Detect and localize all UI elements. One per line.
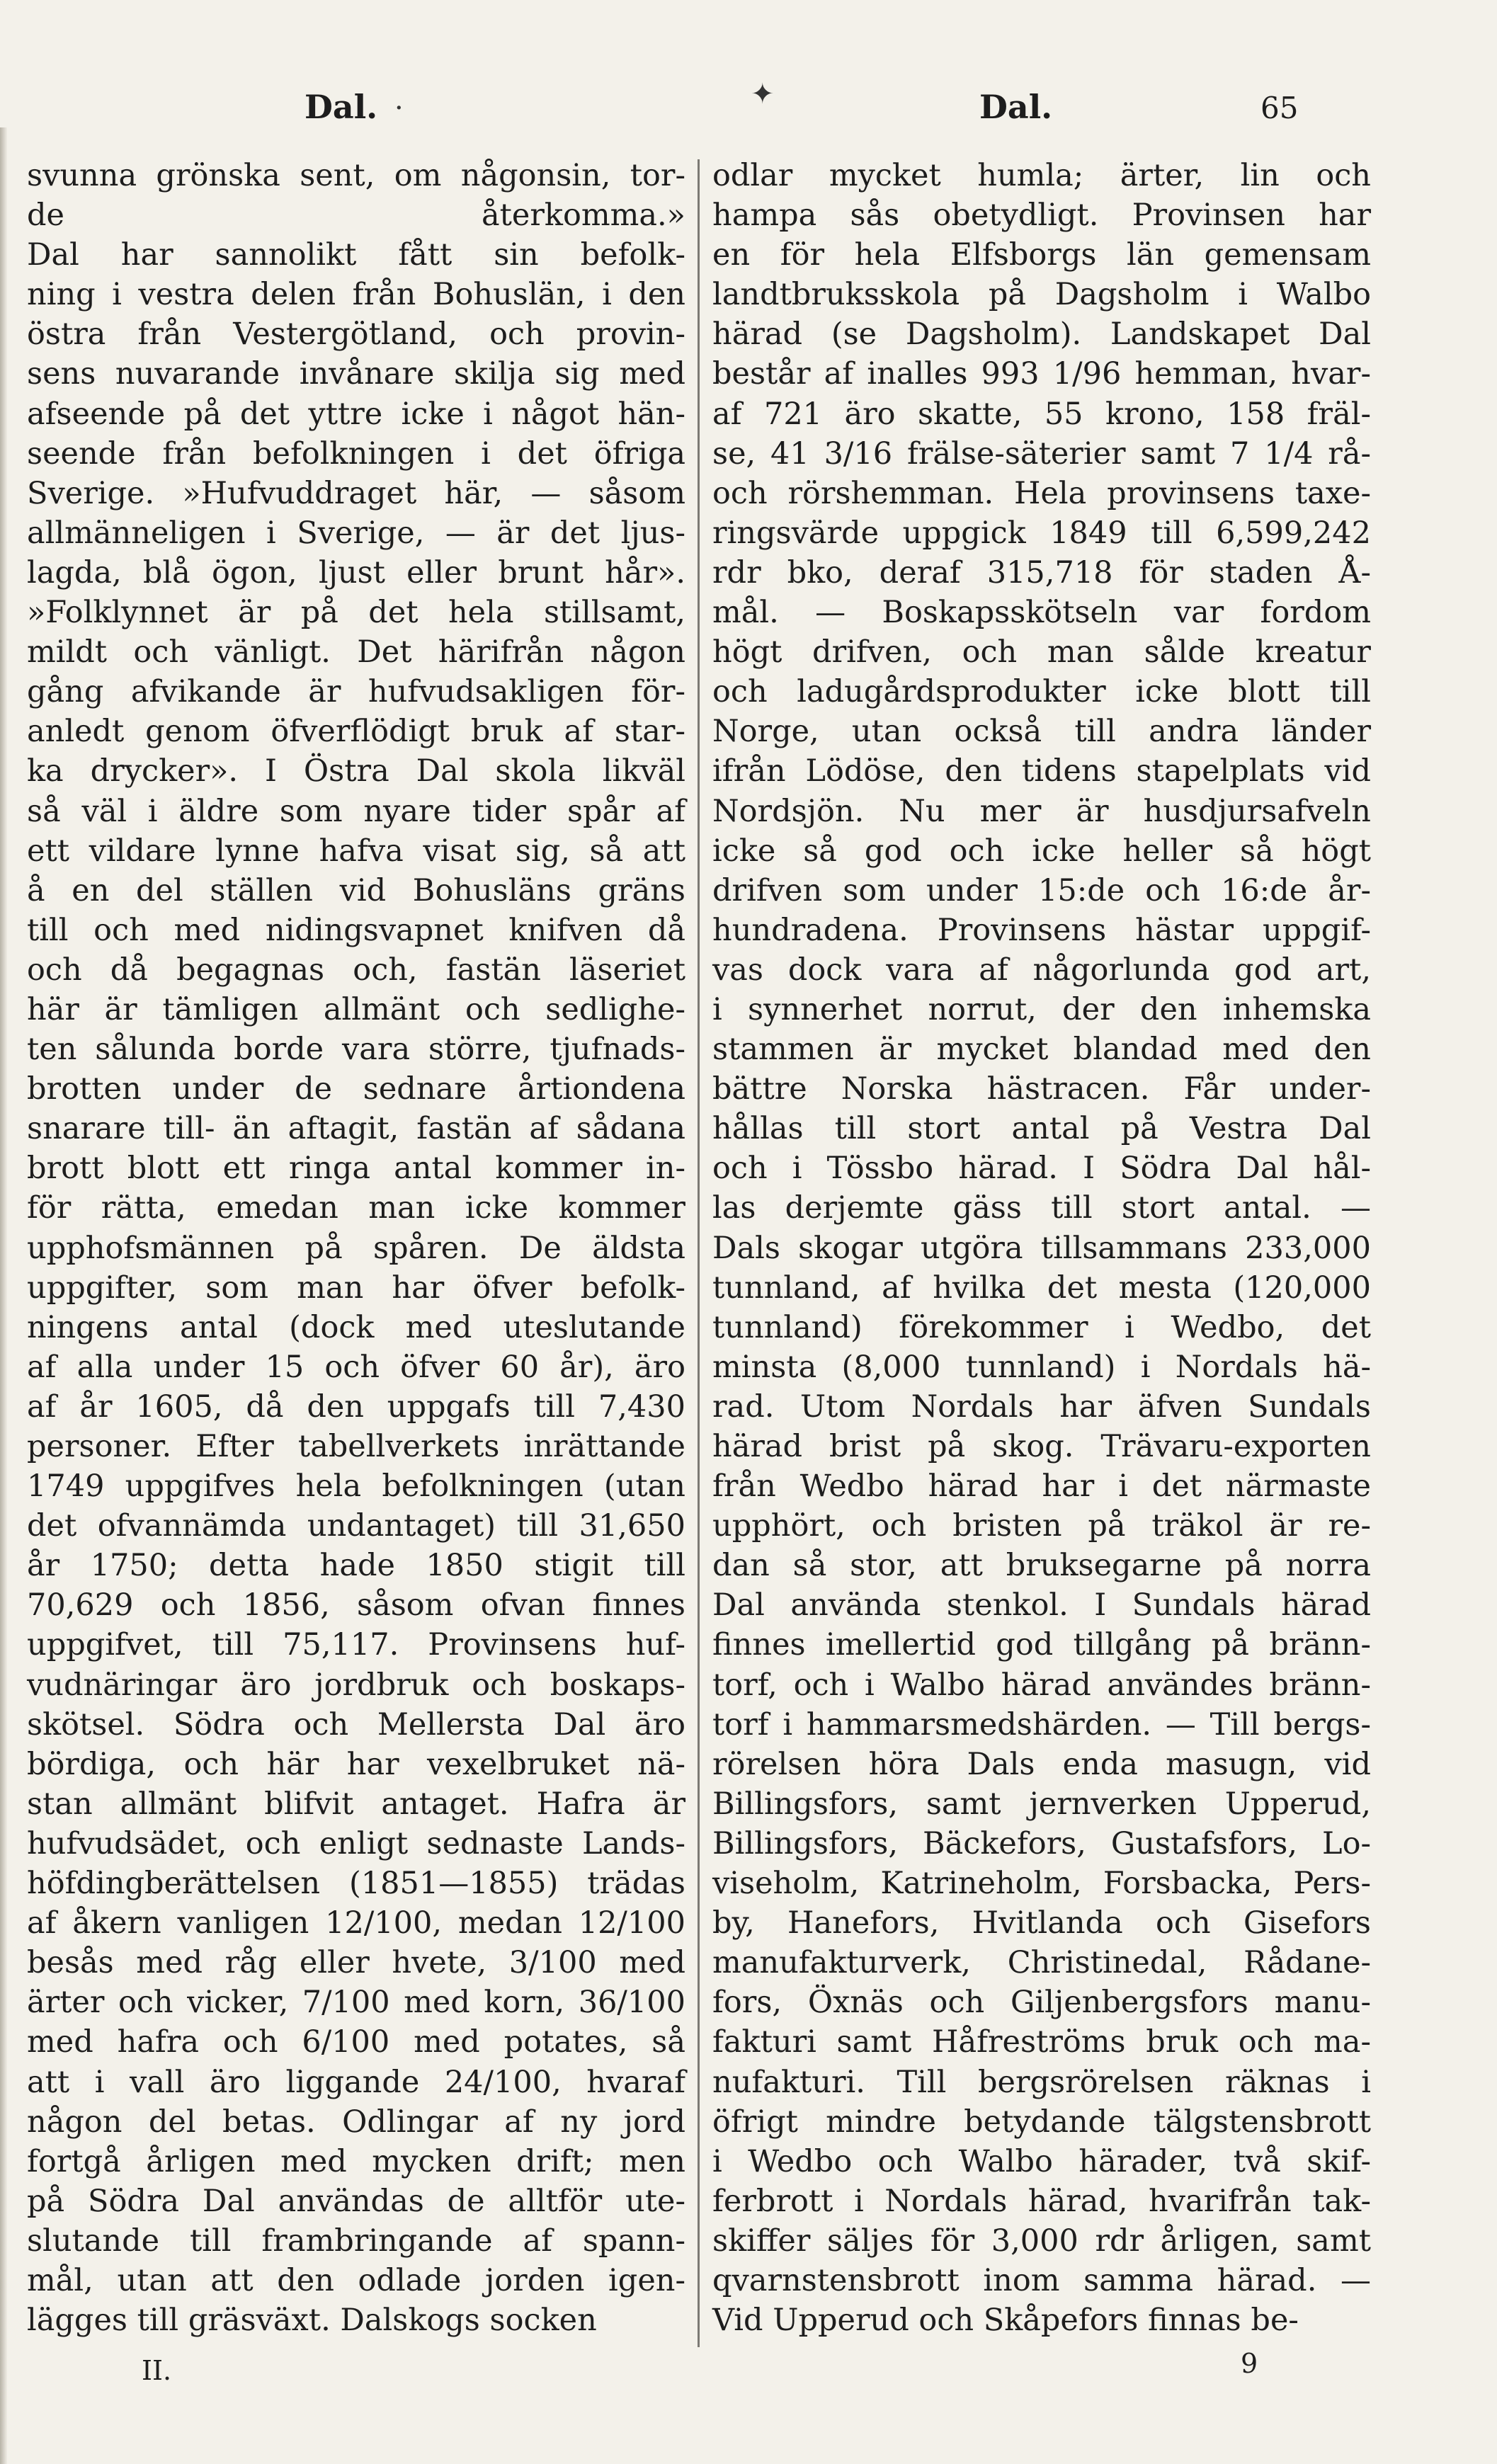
text-line: år 1750; detta hade 1850 stigit till [27, 1548, 685, 1584]
text-line: nufakturi. Till bergsrörelsen räknas i [712, 2064, 1371, 2100]
text-line: seende från befolkningen i det öfriga [27, 435, 685, 472]
text-line: de återkomma.» [27, 198, 685, 234]
text-line: Nordsjön. Nu mer är husdjursafveln [712, 793, 1371, 829]
text-line: torf, och i Walbo härad användes bränn- [712, 1667, 1371, 1703]
text-line: bördiga, och här har vexelbruket nä- [27, 1746, 685, 1782]
text-line: allmänneligen i Sverige, — är det ljus- [27, 515, 685, 551]
text-line: å en del ställen vid Bohusläns gräns [27, 872, 685, 908]
text-line: rad. Utom Nordals har äfven Sundals [712, 1388, 1371, 1425]
text-line: och då begagnas och, fastän läseriet [27, 952, 685, 988]
text-line: med hafra och 6/100 med potates, så [27, 2024, 685, 2060]
running-head-center: Dal. [979, 88, 1053, 126]
text-line: besås med råg eller hvete, 3/100 med [27, 1945, 685, 1981]
text-line: mål, utan att den odlade jorden igen- [27, 2262, 685, 2298]
text-line: mål. — Boskapsskötseln var fordom [712, 595, 1371, 631]
text-line: by, Hanefors, Hvitlanda och Gisefors [712, 1905, 1371, 1941]
text-line: och rörshemman. Hela provinsens taxe- [712, 475, 1371, 511]
text-line: mildt och vänligt. Det härifrån någon [27, 634, 685, 671]
text-line: brott blott ett ringa antal kommer in- [27, 1151, 685, 1187]
text-line: 1749 uppgifves hela befolkningen (utan [27, 1468, 685, 1505]
text-line: dan så stor, att bruksegarne på norra [712, 1548, 1371, 1584]
text-line: af 721 äro skatte, 55 krono, 158 fräl- [712, 396, 1371, 432]
column-divider [698, 159, 700, 2347]
text-line: manufakturverk, Christinedal, Rådane- [712, 1945, 1371, 1981]
text-line: så väl i äldre som nyare tider spår af [27, 793, 685, 829]
text-line: Norge, utan också till andra länder [712, 714, 1371, 750]
text-line: för rätta, emedan man icke kommer [27, 1190, 685, 1226]
text-line: till och med nidingsvapnet knifven då [27, 912, 685, 948]
text-line: icke så god och icke heller så högt [712, 833, 1371, 869]
text-line: och ladugårdsprodukter icke blott till [712, 674, 1371, 710]
text-line: anledt genom öfverflödigt bruk af star- [27, 714, 685, 750]
text-line: uppgifter, som man har öfver befolk- [27, 1270, 685, 1306]
signature-mark-left: II. [142, 2355, 172, 2386]
text-line: landtbruksskola på Dagsholm i Walbo [712, 277, 1371, 313]
text-line: hufvudsädet, och enligt sednaste Lands- [27, 1825, 685, 1861]
text-line: finnes imellertid god tillgång på bränn- [712, 1627, 1371, 1663]
text-line: Billingsfors, samt jernverken Upperud, [712, 1786, 1371, 1822]
signature-mark-right: 9 [1241, 2348, 1258, 2379]
left-column [27, 156, 685, 2340]
text-line: afseende på det yttre icke i något hän- [27, 396, 685, 432]
text-line: torf i hammarsmedshärden. — Till bergs- [712, 1706, 1371, 1743]
right-column [712, 156, 1371, 2340]
text-line: ning i vestra delen från Bohuslän, i den [27, 277, 685, 313]
text-line: öfrigt mindre betydande tälgstensbrott [712, 2104, 1371, 2140]
text-line: en för hela Elfsborgs län gemensam [712, 237, 1371, 273]
text-line: sens nuvarande invånare skilja sig med [27, 356, 685, 392]
text-line: fakturi samt Håfreströms bruk och ma- [712, 2024, 1371, 2060]
text-line: från Wedbo härad har i det närmaste [712, 1468, 1371, 1505]
text-line: någon del betas. Odlingar af ny jord [27, 2104, 685, 2140]
text-line: i Wedbo och Walbo härader, två skif- [712, 2143, 1371, 2179]
text-line: stan allmänt blifvit antaget. Hafra är [27, 1786, 685, 1822]
text-line: af alla under 15 och öfver 60 år), äro [27, 1349, 685, 1385]
text-line: ningens antal (dock med uteslutande [27, 1309, 685, 1345]
text-line: hampa sås obetydligt. Provinsen har [712, 198, 1371, 234]
text-line: hållas till stort antal på Vestra Dal [712, 1111, 1371, 1147]
printer-dot: · [394, 92, 404, 125]
text-line: rdr bko, deraf 315,718 för staden Å- [712, 554, 1371, 591]
text-line: hundradena. Provinsens hästar uppgif- [712, 912, 1371, 948]
text-line: slutande till frambringande af spann- [27, 2223, 685, 2259]
text-line: här är tämligen allmänt och sedlighe- [27, 991, 685, 1027]
text-line: svunna grönska sent, om någonsin, tor- [27, 158, 685, 193]
text-line: ten sålunda borde vara större, tjufnads- [27, 1032, 685, 1068]
text-line: fortgå årligen med mycken drift; men [27, 2143, 685, 2179]
page-number: 65 [1260, 91, 1299, 125]
text-line: lagda, blå ögon, ljust eller brunt hår». [27, 554, 685, 591]
text-line: ka drycker». I Östra Dal skola likväl [27, 753, 685, 789]
text-line: Dal har sannolikt fått sin befolk- [27, 237, 685, 273]
text-line: Dal använda stenkol. I Sundals härad [712, 1587, 1371, 1624]
text-line: härad (se Dagsholm). Landskapet Dal [712, 316, 1371, 353]
page-binding-edge [0, 127, 7, 2464]
text-line: att i vall äro liggande 24/100, hvaraf [27, 2064, 685, 2100]
text-line: personer. Efter tabellverkets inrättande [27, 1429, 685, 1464]
text-line: det ofvannämda undantaget) till 31,650 [27, 1508, 685, 1544]
text-line: skiffer säljes för 3,000 rdr årligen, samt [712, 2223, 1371, 2259]
text-line: fors, Öxnäs och Giljenbergsfors manu- [712, 1985, 1371, 2021]
text-line: ett vildare lynne hafva visat sig, så att [27, 833, 685, 869]
text-line: vas dock vara af någorlunda god art, [712, 952, 1371, 988]
text-line: östra från Vestergötland, och provin- [27, 316, 685, 353]
text-line: härad brist på skog. Trävaru-exporten [712, 1429, 1371, 1464]
text-line: upphofsmännen på spåren. De äldsta [27, 1230, 685, 1266]
text-line: af åkern vanligen 12/100, medan 12/100 [27, 1905, 685, 1941]
text-line: Sverige. »Hufvuddraget här, — såsom [27, 475, 685, 511]
text-line: lägges till gräsväxt. Dalskogs socken [27, 2303, 597, 2339]
text-line: Dals skogar utgöra tillsammans 233,000 [712, 1230, 1371, 1266]
text-line: stammen är mycket blandad med den [712, 1032, 1371, 1068]
running-head-left: Dal. [304, 88, 378, 126]
text-line: Billingsfors, Bäckefors, Gustafsfors, Lo- [712, 1825, 1371, 1861]
text-line: på Södra Dal användas de alltför ute- [27, 2183, 685, 2219]
text-line: Vid Upperud och Skåpefors finnas be- [712, 2303, 1299, 2339]
text-line: uppgifvet, till 75,117. Provinsens huf- [27, 1627, 685, 1663]
text-line: tunnland, af hvilka det mesta (120,000 [712, 1270, 1371, 1306]
text-line: i synnerhet norrut, der den inhemska [712, 991, 1371, 1027]
text-line: »Folklynnet är på det hela stillsamt, [27, 595, 685, 631]
text-line: består af inalles 993 1/96 hemman, hvar- [712, 356, 1371, 392]
text-line: snarare till- än aftagit, fastän af sådana [27, 1111, 685, 1147]
text-line: ferbrott i Nordals härad, hvarifrån tak- [712, 2183, 1371, 2219]
text-line: tunnland) förekommer i Wedbo, det [712, 1309, 1371, 1345]
text-line: drifven som under 15:de och 16:de år- [712, 872, 1371, 908]
text-line: af år 1605, då den uppgafs till 7,430 [27, 1388, 685, 1425]
text-line: bättre Norska hästracen. Får under- [712, 1071, 1371, 1107]
text-line: gång afvikande är hufvudsakligen för- [27, 674, 685, 710]
ornament-mark: ✦ [751, 78, 775, 110]
text-line: skötsel. Södra och Mellersta Dal äro [27, 1706, 685, 1743]
text-line: ifrån Lödöse, den tidens stapelplats vid [712, 753, 1371, 789]
text-line: brotten under de sednare årtiondena [27, 1071, 685, 1107]
text-line: 70,629 och 1856, såsom ofvan finnes [27, 1587, 685, 1624]
text-line: ärter och vicker, 7/100 med korn, 36/100 [27, 1985, 685, 2021]
text-line: viseholm, Katrineholm, Forsbacka, Pers- [712, 1866, 1371, 1902]
text-line: upphört, och bristen på träkol är re- [712, 1508, 1371, 1544]
text-line: högt drifven, och man sålde kreatur [712, 634, 1371, 671]
text-line: qvarnstensbrott inom samma härad. — [712, 2262, 1371, 2298]
text-line: minsta (8,000 tunnland) i Nordals hä- [712, 1349, 1371, 1385]
text-line: ringsvärde uppgick 1849 till 6,599,242 [712, 515, 1371, 551]
text-line: vudnäringar äro jordbruk och boskaps- [27, 1667, 685, 1703]
text-line: odlar mycket humla; ärter, lin och [712, 158, 1371, 193]
text-line: se, 41 3/16 frälse-säterier samt 7 1/4 rå- [712, 435, 1371, 472]
text-line: las derjemte gäss till stort antal. — [712, 1190, 1371, 1226]
text-line: och i Tössbo härad. I Södra Dal hål- [712, 1151, 1371, 1187]
text-line: rörelsen höra Dals enda masugn, vid [712, 1746, 1371, 1782]
text-line: höfdingberättelsen (1851—1855) trädas [27, 1866, 685, 1902]
